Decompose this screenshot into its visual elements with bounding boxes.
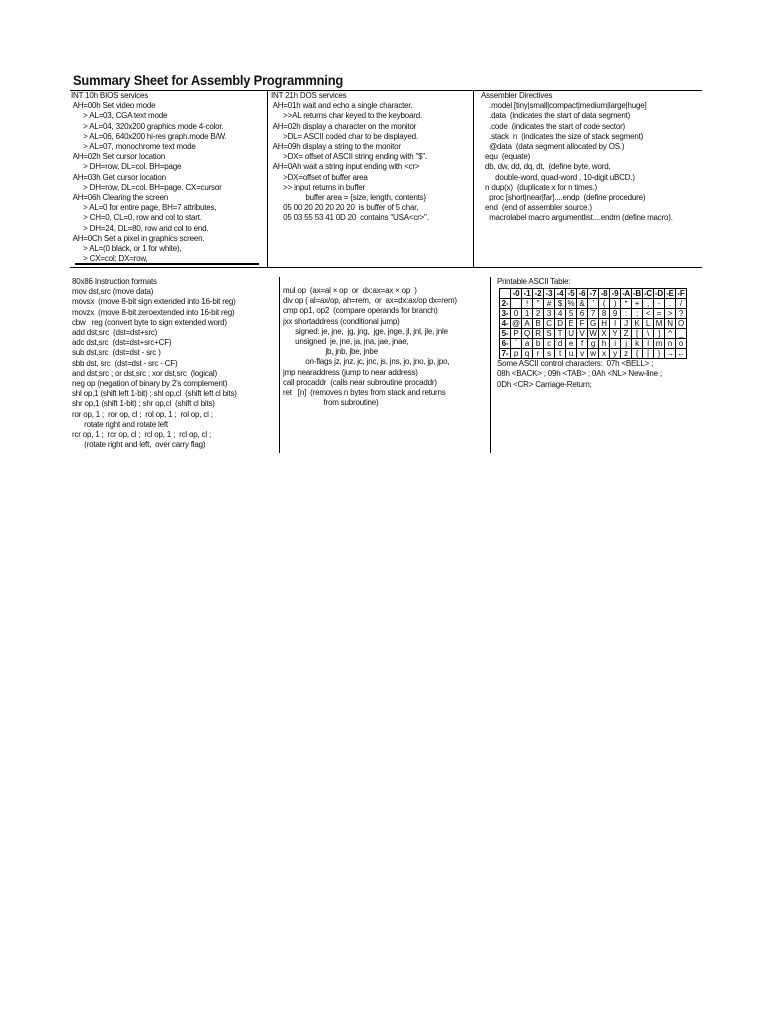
- ascii-header-row: [500, 289, 687, 299]
- bios-service-line: AH=0Ch Set a pixel in graphics screen.: [71, 233, 205, 243]
- ascii-row: [500, 349, 687, 359]
- ascii-row-header: 6-: [500, 339, 511, 349]
- bios-services-header: INT 10h BIOS services: [71, 91, 149, 100]
- ascii-cell: 3: [544, 309, 555, 319]
- ascii-col-header: -B: [632, 288, 642, 298]
- ascii-cell: >: [665, 309, 676, 319]
- bios-service-line: > AL=(0 black, or 1 for white),: [71, 244, 182, 254]
- bios-service-line: > AL=03, CGA text mode: [71, 111, 168, 121]
- instruction-line: from subroutine): [283, 398, 379, 408]
- bios-service-line: > DH=row, DL=col. BH=page: [71, 162, 182, 172]
- ascii-cell: d: [555, 339, 566, 349]
- ascii-cell: .: [665, 299, 676, 309]
- bios-services-column: [70, 91, 268, 267]
- ascii-cell: 8: [599, 309, 610, 319]
- ascii-cell: =: [654, 309, 665, 319]
- directive-line: macrolabel macro argumentlist....endm (define macro).: [481, 213, 673, 223]
- ascii-cell: o: [676, 339, 687, 349]
- ascii-row-header: 5-: [500, 329, 511, 339]
- ascii-cell: ,: [643, 299, 654, 309]
- ascii-cell: ←: [677, 348, 685, 358]
- dos-service-line: >>AL returns char keyed to the keyboard.: [271, 111, 423, 121]
- instruction-line: neg op (negation of binary by 2's complement): [72, 379, 228, 389]
- ascii-cell: A: [522, 319, 533, 329]
- section-underline: [75, 263, 259, 265]
- column-divider: [279, 277, 280, 453]
- ascii-cell: p: [511, 349, 522, 359]
- ascii-cell: F: [577, 319, 588, 329]
- instruction-line: ror op, 1 ; ror op, cl ; rol op, 1 ; rol op, cl ;: [72, 409, 213, 419]
- instruction-line: shr op,1 (shift 1-bit) ; shr op,cl (shift cl bits): [72, 399, 215, 409]
- ascii-col-header: -6: [577, 289, 588, 299]
- instruction-line: jmp nearaddress (jump to near address): [283, 367, 418, 377]
- ascii-cell: b: [533, 339, 544, 349]
- ascii-col-header: -4: [555, 289, 566, 299]
- directive-line: @data (data segment allocated by OS.): [481, 142, 625, 152]
- ascii-cell: 5: [566, 309, 577, 319]
- ascii-cell: M: [654, 319, 665, 329]
- ascii-cell: I: [610, 319, 621, 329]
- directive-line: .stack n (indicates the size of stack segment): [481, 131, 644, 141]
- instruction-line: on-flags jz, jnz, jc, jnc, js, jns, jo, jno, jp, jpo,: [283, 357, 450, 367]
- ascii-cell: ': [588, 299, 599, 309]
- instruction-line: cbw reg (convert byte to sign extended word): [72, 317, 227, 327]
- ascii-cell: v: [577, 349, 588, 359]
- instruction-line: mul op (ax=al × op or dx:ax=ax × op ): [283, 286, 417, 295]
- ascii-cell: K: [632, 319, 643, 329]
- ascii-row-header: 2-: [500, 299, 511, 309]
- bottom-reference-area: [72, 277, 702, 453]
- ascii-cell: R: [533, 329, 544, 339]
- ascii-cell: 6: [577, 309, 588, 319]
- ascii-cell: 1: [522, 309, 533, 319]
- ascii-row: [500, 299, 687, 309]
- bios-service-line: > CH=0, CL=0, row and col to start.: [71, 213, 202, 223]
- ascii-cell: ;: [632, 309, 643, 319]
- instruction-line: mov dst,src (move data): [72, 287, 154, 297]
- ascii-cell: k: [632, 339, 643, 349]
- instruction-line: signed: je, jne, jg, jng, jge, jnge, jl, jnl, jle, jnle: [283, 326, 448, 336]
- ascii-cell: z: [621, 349, 632, 359]
- instruction-line: shl op,1 (shift left 1-bit) ; shl op,cl (shift left cl bits): [72, 389, 237, 399]
- ascii-cell: D: [555, 319, 566, 329]
- ascii-cell: {: [632, 349, 643, 359]
- ascii-cell: U: [566, 329, 577, 339]
- ascii-cell: y: [610, 349, 621, 359]
- ascii-cell: 0: [511, 309, 522, 319]
- ascii-cell: m: [654, 339, 665, 349]
- bios-service-line: > AL=0 for entire page, BH=7 attributes,: [71, 203, 217, 213]
- ascii-control-notes: [497, 359, 707, 390]
- ascii-col-header: -3: [544, 289, 555, 299]
- bios-service-line: AH=06h Clearing the screen: [71, 193, 169, 203]
- instruction-formats-continued-column: [283, 286, 488, 408]
- instruction-line: rotate right and rotate left: [72, 419, 168, 429]
- ascii-cell: s: [544, 349, 555, 359]
- page-title: Summary Sheet for Assembly Programmning: [73, 72, 344, 88]
- column-divider: [490, 277, 491, 453]
- ascii-row: [500, 319, 687, 329]
- ascii-cell: Q: [522, 329, 533, 339]
- ascii-cell: j: [621, 339, 632, 349]
- ascii-cell: c: [544, 339, 555, 349]
- bios-service-line: AH=03h Get cursor location: [71, 172, 166, 182]
- ascii-cell: ): [610, 299, 621, 309]
- ascii-cell: x: [599, 349, 610, 359]
- ascii-cell: !: [522, 299, 533, 309]
- ascii-cell: $: [555, 299, 566, 309]
- ascii-row: [500, 329, 687, 339]
- ascii-cell: V: [577, 329, 588, 339]
- ascii-cell: [: [632, 329, 643, 339]
- directive-line: .data (indicates the start of data segment): [481, 111, 631, 121]
- ascii-col-header: -C: [643, 288, 653, 298]
- ascii-cell: %: [566, 299, 577, 309]
- ascii-table-header: Printable ASCII Table:: [497, 277, 571, 286]
- ascii-cell: L: [643, 319, 654, 329]
- instruction-line: call procaddr (calls near subroutine procaddr): [283, 377, 437, 387]
- dos-services-header: INT 21h DOS services: [271, 91, 347, 100]
- ascii-cell: n: [665, 339, 676, 349]
- bios-service-line: > AL=06, 640x200 hi-res graph.mode B/W.: [71, 131, 227, 141]
- dos-service-line: AH=02h display a character on the monitor: [271, 121, 417, 131]
- ascii-row-header: 4-: [500, 319, 511, 329]
- ascii-cell: G: [588, 319, 599, 329]
- assembler-directives-header: Assembler Directives: [481, 91, 553, 100]
- top-services-table: [70, 90, 702, 268]
- ascii-cell: -: [654, 299, 665, 309]
- ascii-col-header: -8: [599, 289, 610, 299]
- instruction-line: movsx (move 8-bit sign extended into 16-bit reg): [72, 297, 236, 307]
- ascii-col-header: [500, 289, 511, 299]
- ascii-cell: `: [511, 339, 522, 349]
- instruction-formats-list: [72, 287, 277, 450]
- instruction-line: add dst,src (dst=dst+src): [72, 328, 158, 338]
- dos-services-list: [271, 101, 473, 223]
- dos-service-line: AH=09h display a string to the monitor: [271, 142, 401, 152]
- ascii-cell: *: [621, 299, 632, 309]
- ascii-cell: C: [544, 319, 555, 329]
- ascii-cell: +: [632, 299, 643, 309]
- ascii-cell: H: [599, 319, 610, 329]
- ascii-cell: i: [610, 339, 621, 349]
- ascii-cell: (: [599, 299, 610, 309]
- directive-line: db, dw, dd, dq, dt, (define byte, word,: [481, 162, 611, 172]
- ascii-cell: h: [599, 339, 610, 349]
- directive-line: equ (equate): [481, 152, 531, 162]
- instruction-formats-column: [72, 277, 277, 450]
- ascii-col-header: -1: [522, 289, 533, 299]
- ascii-cell: 7: [588, 309, 599, 319]
- ascii-col-header: -2: [533, 289, 544, 299]
- ascii-cell: e: [566, 339, 577, 349]
- directive-line: .model [tiny|small|compact|medium|large|huge]: [481, 101, 647, 111]
- ascii-cell: O: [676, 319, 687, 329]
- ascii-cell: 4: [555, 309, 566, 319]
- directive-line: end (end of assembler source.): [481, 203, 592, 213]
- ascii-cell: J: [621, 319, 632, 329]
- assembler-directives-list: [481, 101, 702, 223]
- ascii-cell: g: [588, 339, 599, 349]
- dos-service-line: >DX=offset of buffer area: [271, 172, 368, 182]
- ascii-cell: \: [643, 329, 654, 339]
- ascii-cell: :: [621, 309, 632, 319]
- ascii-cell: f: [577, 339, 588, 349]
- ascii-cell: u: [566, 349, 577, 359]
- bios-service-line: > AL=07, monochrome text mode: [71, 142, 196, 152]
- instruction-line: sbb dst, src (dst=dst - src - CF): [72, 358, 178, 368]
- bios-service-line: AH=00h Set video mode: [71, 101, 156, 111]
- instruction-line: movzx (move 8-bit zeroextended into 16-bit reg): [72, 307, 235, 317]
- dos-service-line: AH=0Ah wait a string input ending with <cr>: [271, 162, 420, 172]
- instruction-line: and dst,src ; or dst,src ; xor dst,src (logical): [72, 368, 217, 378]
- dos-service-line: >DL= ASCII coded char to be displayed.: [271, 131, 418, 141]
- ascii-cell: P: [511, 329, 522, 339]
- ascii-row-header: 3-: [500, 309, 511, 319]
- ascii-cell: w: [588, 349, 599, 359]
- directive-line: proc [short|near|far]....endp (define procedure): [481, 193, 646, 203]
- ascii-cell: E: [566, 319, 577, 329]
- instruction-line: rcr op, 1 ; rcr op, cl ; rcl op, 1 ; rcl op, cl ;: [72, 430, 211, 440]
- dos-service-line: AH=01h wait and echo a single character.: [271, 101, 413, 111]
- dos-service-line: >> input returns in buffer: [271, 182, 365, 192]
- ascii-cell: a: [522, 339, 533, 349]
- dos-service-line: buffer area = {size, length, contents}: [271, 193, 426, 203]
- bios-service-line: > DH=24, DL=80, row and col to end.: [71, 223, 209, 233]
- ascii-col-header: -0: [511, 289, 522, 299]
- instruction-line: sub dst,src (dst=dst - src ): [72, 348, 161, 358]
- ascii-cell: @: [512, 318, 520, 328]
- ascii-note-line: Some ASCII control characters: 07h <BELL> ;: [497, 359, 654, 369]
- ascii-cell: S: [544, 329, 555, 339]
- instruction-formats-header: 80x86 Instruction formats: [72, 277, 157, 286]
- ascii-cell: 2: [533, 309, 544, 319]
- ascii-cell: t: [555, 349, 566, 359]
- ascii-cell: _: [676, 329, 687, 339]
- ascii-col-header: -E: [666, 288, 674, 298]
- dos-services-column: [268, 91, 474, 267]
- ascii-cell: }: [654, 349, 665, 359]
- instruction-line: unsigned je, jne, ja, jna, jae, jnae,: [283, 337, 409, 347]
- ascii-cell: &: [577, 299, 588, 309]
- instruction-line: cmp op1, op2 (compare operands for branch): [283, 306, 438, 316]
- ascii-note-line: 08h <BACK> ; 09h <TAB> ; 0Ah <NL> New-line ;: [497, 369, 662, 379]
- ascii-cell: N: [665, 319, 676, 329]
- instruction-line: adc dst,src (dst=dst+src+CF): [72, 338, 172, 348]
- ascii-cell: W: [589, 328, 597, 338]
- ascii-note-line: 0Dh <CR> Carriage-Return;: [497, 379, 592, 389]
- bios-service-line: AH=02h Set cursor location: [71, 152, 165, 162]
- bios-service-line: > AL=04, 320x200 graphics mode 4-color.: [71, 121, 224, 131]
- directive-line: .code (indicates the start of code sector): [481, 121, 626, 131]
- instruction-line: jxx shortaddress (conditional jump): [283, 316, 400, 326]
- bios-service-line: > DH=row, DL=col. BH=page. CX=cursor: [71, 182, 222, 192]
- instruction-line: ret [n] (removes n bytes from stack and returns: [283, 388, 446, 398]
- ascii-cell: ?: [676, 309, 687, 319]
- instruction-line: div op ( al=ax/op, ah=rem, or ax=dx:ax/op dx=rem): [283, 296, 457, 306]
- ascii-row-header: 7-: [500, 349, 511, 359]
- dos-service-line: 05 03 55 53 41 0D 20 contains "USA<cr>".: [271, 213, 429, 223]
- ascii-cell: ^: [665, 329, 676, 339]
- ascii-cell: Z: [621, 329, 632, 339]
- ascii-col-header: -F: [677, 288, 685, 298]
- bios-service-line: > CX=col; DX=row,: [71, 254, 148, 264]
- ascii-cell: #: [544, 299, 555, 309]
- ascii-cell: [511, 299, 522, 309]
- bios-services-list: [71, 101, 267, 264]
- ascii-col-header: -A: [621, 288, 631, 298]
- ascii-cell: X: [599, 329, 610, 339]
- ascii-cell: →: [666, 348, 674, 358]
- ascii-cell: 9: [610, 309, 621, 319]
- ascii-cell: Y: [610, 329, 621, 339]
- instruction-formats-continued-list: [283, 286, 488, 408]
- ascii-col-header: -9: [610, 289, 621, 299]
- instruction-line: jb, jnb, jbe, jnbe: [283, 347, 378, 357]
- dos-service-line: 05 00 20 20 20 20 20 is buffer of 5 char,: [271, 203, 419, 213]
- dos-service-line: >DX= offset of ASCII string ending with "$".: [271, 152, 428, 162]
- ascii-cell: ": [533, 299, 544, 309]
- ascii-row: [500, 339, 687, 349]
- ascii-cell: ]: [654, 329, 665, 339]
- directive-line: n dup(x) (duplicate x for n times.): [481, 182, 598, 192]
- ascii-cell: q: [522, 349, 533, 359]
- ascii-cell: T: [555, 329, 566, 339]
- ascii-cell: B: [533, 319, 544, 329]
- ascii-col-header: -D: [654, 288, 664, 298]
- ascii-col-header: -5: [566, 289, 577, 299]
- ascii-cell: |: [643, 349, 654, 359]
- ascii-table-column: [497, 277, 707, 390]
- ascii-cell: l: [643, 339, 654, 349]
- assembler-directives-column: [474, 91, 702, 267]
- instruction-line: (rotate right and left, over carry flag): [72, 440, 206, 450]
- ascii-cell: r: [533, 349, 544, 359]
- directive-line: double-word, quad-word , 10-digit uBCD.): [481, 172, 635, 182]
- ascii-cell: <: [643, 309, 654, 319]
- ascii-col-header: -7: [588, 289, 599, 299]
- ascii-table: [499, 288, 687, 359]
- ascii-row: [500, 309, 687, 319]
- ascii-cell: /: [676, 299, 687, 309]
